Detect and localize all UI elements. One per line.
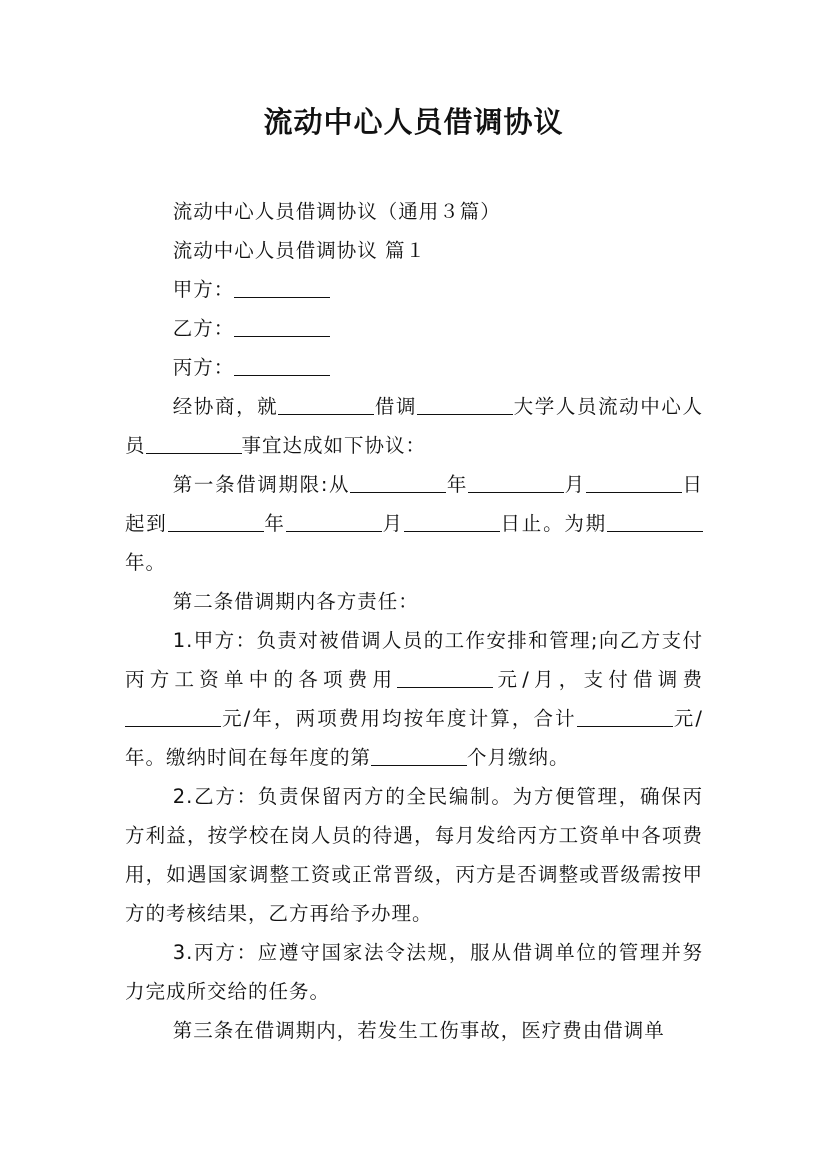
party-c-label: 丙方： — [172, 356, 235, 379]
article1-text-4: 日起到 — [125, 473, 703, 535]
article2-heading-paragraph — [125, 582, 703, 621]
article3-paragraph — [125, 1011, 703, 1050]
subtitle-paragraph — [125, 192, 703, 231]
intro-blank-3 — [146, 431, 242, 454]
article1-blank-6 — [404, 509, 500, 532]
subtitle-text: 流动中心人员借调协议（通用３篇） — [172, 200, 501, 223]
clause2-text: 2.乙方：负责保留丙方的全民编制。为方便管理，确保丙方利益，按学校在岗人员的待遇，每月发给丙方工资单中各项费用，如遇国家调整工资或正常晋级，丙方是否调整或晋级需按甲方的考核结果，乙方再给予办理。 — [125, 785, 703, 925]
article1-paragraph — [125, 465, 703, 582]
article1-text-1: 第一条借调期限:从 — [172, 473, 351, 496]
article1-text-7: 日止。为期 — [499, 512, 607, 535]
party-b-line — [125, 309, 703, 348]
article1-blank-2 — [468, 470, 564, 493]
party-b-label: 乙方： — [172, 317, 235, 340]
clause1-blank-1 — [397, 665, 493, 688]
intro-blank-1 — [278, 392, 374, 415]
article1-blank-4 — [168, 509, 264, 532]
article1-blank-3 — [586, 470, 682, 493]
section-heading-text: 流动中心人员借调协议 篇１ — [172, 239, 426, 262]
party-a-line — [125, 270, 703, 309]
party-b-blank — [234, 314, 330, 337]
intro-text-2: 借调 — [374, 395, 418, 418]
clause1-text-3: 元/年，两项费用均按年度计算，合计 — [221, 707, 577, 730]
clause1-text-5: 个月缴纳。 — [467, 746, 570, 769]
article1-text-3: 月 — [564, 473, 586, 496]
document-title: 流动中心人员借调协议 — [263, 105, 564, 139]
article1-blank-1 — [350, 470, 446, 493]
article1-text-6: 月 — [381, 512, 404, 535]
clause1-blank-4 — [371, 743, 467, 766]
intro-blank-2 — [417, 392, 513, 415]
article3-text: 第三条在借调期内，若发生工伤事故，医疗费由借调单 — [172, 1019, 665, 1042]
intro-paragraph — [125, 387, 703, 465]
intro-text-1: 经协商，就 — [172, 395, 279, 418]
party-c-blank — [234, 353, 330, 376]
article1-blank-5 — [286, 509, 382, 532]
clause3-paragraph — [125, 933, 703, 1011]
intro-text-3: 大学人员流动中心人员 — [125, 395, 703, 457]
clause1-text-4: 元/年。缴纳时间在每年度的第 — [125, 707, 703, 769]
article1-text-2: 年 — [446, 473, 469, 496]
document-body — [125, 192, 703, 1050]
clause1-text-2: 元/月，支付借调费 — [493, 668, 703, 691]
intro-text-4: 事宜达成如下协议： — [241, 434, 427, 457]
party-a-blank — [234, 275, 330, 298]
party-c-line — [125, 348, 703, 387]
article1-blank-7 — [607, 509, 703, 532]
clause1-blank-2 — [125, 704, 221, 727]
party-a-label: 甲方： — [172, 278, 235, 301]
clause1-text-1: 1.甲方：负责对被借调人员的工作安排和管理;向乙方支付丙方工资单中的各项费用 — [125, 629, 703, 691]
article1-text-8: 年。 — [125, 551, 167, 574]
article1-text-5: 年 — [263, 512, 286, 535]
clause3-text: 3.丙方：应遵守国家法令法规，服从借调单位的管理并努力完成所交给的任务。 — [125, 941, 703, 1003]
section-heading-paragraph — [125, 231, 703, 270]
article2-heading-text: 第二条借调期内各方责任： — [172, 590, 419, 613]
clause1-blank-3 — [577, 704, 673, 727]
clause1-paragraph — [125, 621, 703, 777]
clause2-paragraph — [125, 777, 703, 933]
